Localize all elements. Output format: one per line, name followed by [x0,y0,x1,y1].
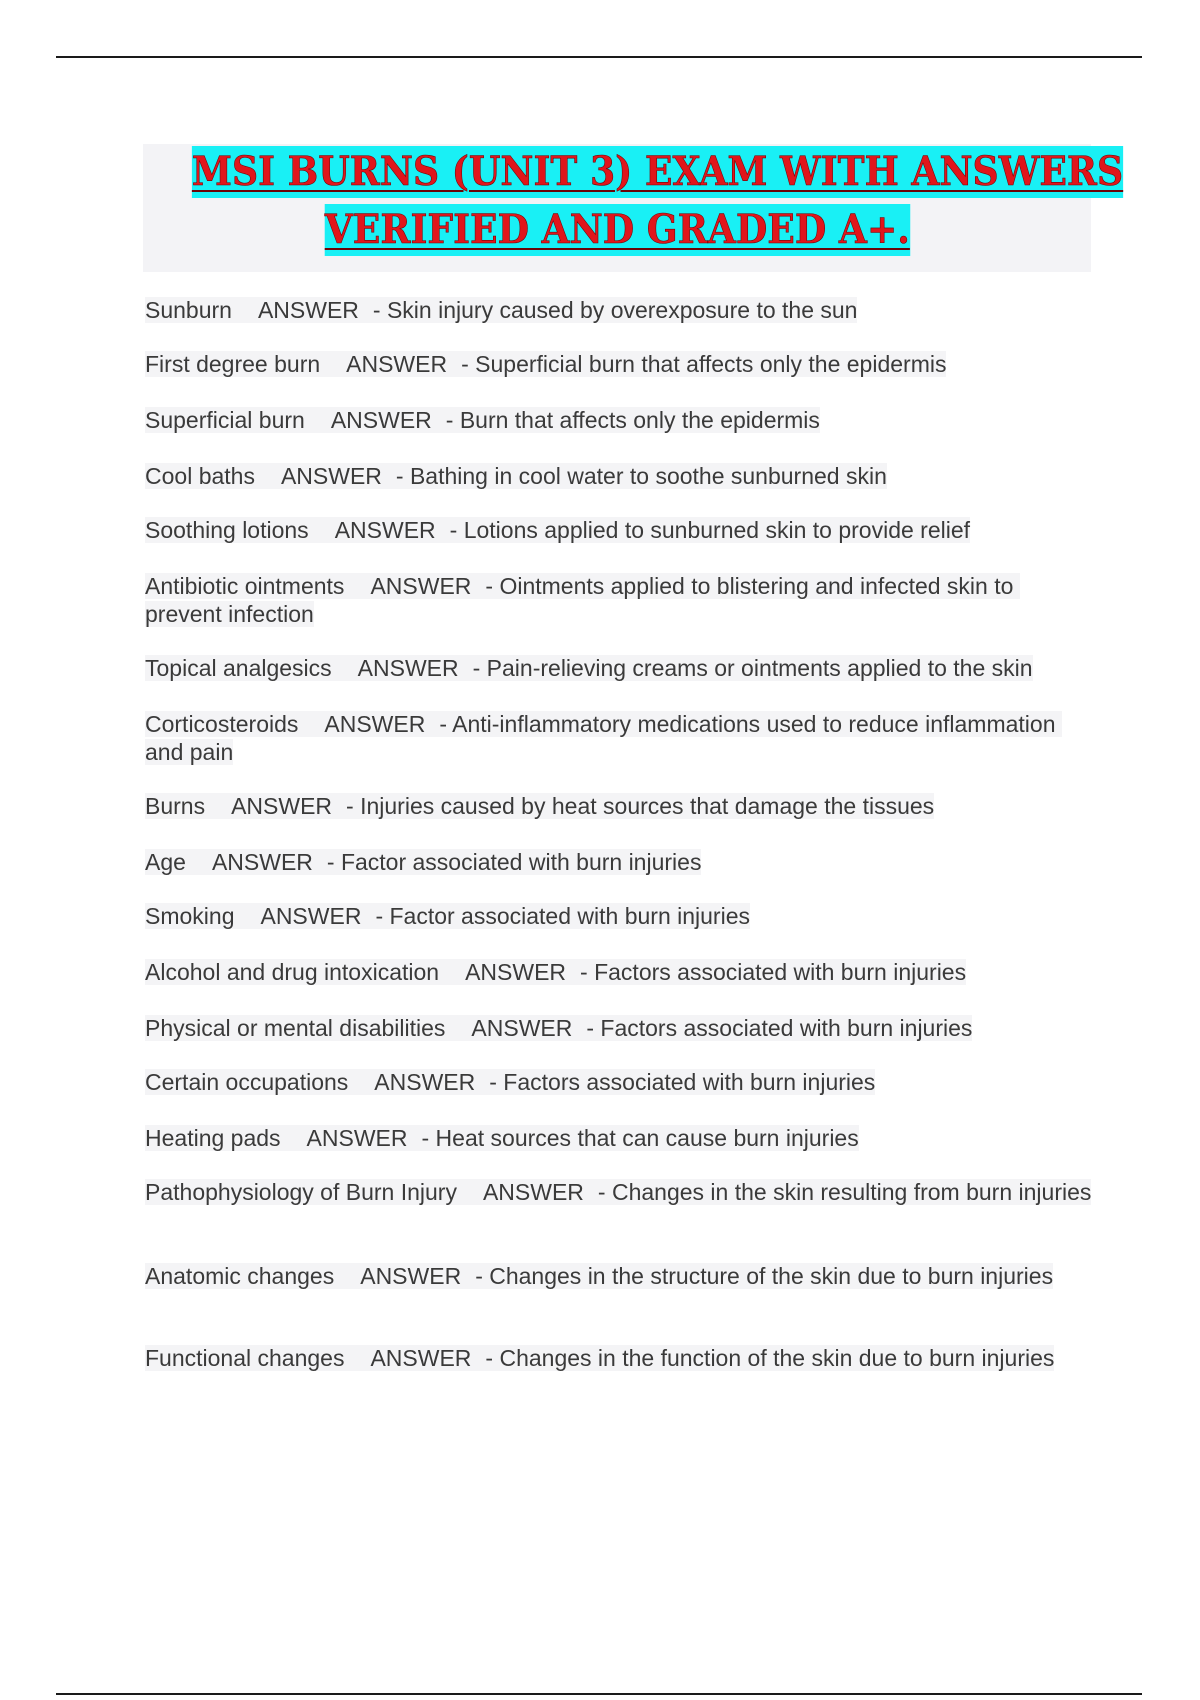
qa-item [145,1014,1095,1042]
qa-definition: - Anti-inflammatory medications used to reduce inflammation and pain [145,711,1062,765]
answer-label: ANSWER [257,297,359,323]
qa-definition: - Bathing in cool water to soothe sunburned skin [395,463,887,489]
qa-definition: - Heat sources that can cause burn injuries [421,1125,859,1151]
qa-item [145,654,1095,682]
qa-term: Pathophysiology of Burn Injury [145,1179,457,1205]
answer-label: ANSWER [465,959,567,985]
qa-item-text [145,1345,1054,1371]
qa-term: Topical analgesics [145,655,332,681]
qa-term: Physical or mental disabilities [145,1015,446,1041]
qa-definition: - Factors associated with burn injuries [580,959,967,985]
qa-definition: - Lotions applied to sunburned skin to provide relief [449,517,971,543]
qa-term: Age [145,849,186,875]
qa-item-text [145,655,1033,681]
answer-label: ANSWER [370,573,472,599]
qa-definition: - Factors associated with burn injuries [586,1015,973,1041]
qa-term: Cool baths [145,463,255,489]
qa-item-text [145,463,887,489]
qa-definition: - Changes in the skin resulting from burn injuries [597,1179,1092,1205]
page-bottom-rule [56,1693,1142,1695]
qa-definition: - Factor associated with burn injuries [375,903,750,929]
title-line-1: MSI BURNS (UNIT 3) EXAM WITH ANSWERS [192,146,1123,198]
qa-item [145,902,1095,930]
qa-item [145,1178,1095,1206]
qa-definition: - Injuries caused by heat sources that damage the tissues [346,793,935,819]
answer-label: ANSWER [346,351,448,377]
qa-item-text [145,517,970,543]
answer-label: ANSWER [334,517,436,543]
qa-item-text [145,1069,875,1095]
qa-definition: - Ointments applied to blistering and infected skin to prevent infection [145,573,1020,627]
qa-item [145,710,1095,766]
qa-definition: - Burn that affects only the epidermis [445,407,820,433]
qa-item [145,296,1095,324]
qa-term: Alcohol and drug intoxication [145,959,440,985]
qa-item [145,958,1095,986]
qa-term: First degree burn [145,351,321,377]
qa-item [145,406,1095,434]
page-top-rule [56,56,1142,58]
qa-item-text [145,793,934,819]
answer-label: ANSWER [260,903,362,929]
qa-item-text [145,407,820,433]
qa-item-text [145,1125,859,1151]
qa-item [145,1344,1095,1372]
qa-definition: - Pain-relieving creams or ointments applied to the skin [472,655,1033,681]
qa-definition: - Superficial burn that affects only the epidermis [461,351,947,377]
title-line-2: VERIFIED AND GRADED A+. [324,204,909,256]
qa-item-text [145,959,966,985]
answer-label: ANSWER [471,1015,573,1041]
qa-term: Superficial burn [145,407,305,433]
qa-term: Corticosteroids [145,711,299,737]
answer-label: ANSWER [231,793,333,819]
qa-item-text [145,297,857,323]
qa-item [145,792,1095,820]
answer-label: ANSWER [324,711,426,737]
qa-item [145,572,1095,628]
answer-label: ANSWER [360,1263,462,1289]
answer-label: ANSWER [370,1345,472,1371]
qa-item [145,516,1095,544]
answer-label: ANSWER [482,1179,584,1205]
answer-label: ANSWER [374,1069,476,1095]
qa-item-text [145,1179,1091,1205]
qa-item [145,1262,1095,1290]
qa-term: Functional changes [145,1345,345,1371]
answer-label: ANSWER [357,655,459,681]
qa-item-text [145,1015,972,1041]
qa-item [145,1124,1095,1152]
qa-term: Certain occupations [145,1069,349,1095]
qa-item-text [145,351,946,377]
qa-definition: - Skin injury caused by overexposure to the sun [372,297,858,323]
qa-item-text [145,573,1020,627]
qa-term: Antibiotic ointments [145,573,345,599]
qa-definition: - Factors associated with burn injuries [489,1069,876,1095]
qa-term: Anatomic changes [145,1263,335,1289]
qa-term: Heating pads [145,1125,281,1151]
qa-definition: - Factor associated with burn injuries [326,849,702,875]
qa-item [145,350,1095,378]
qa-item [145,462,1095,490]
qa-item-text [145,711,1062,765]
qa-item [145,1068,1095,1096]
qa-term: Sunburn [145,297,232,323]
answer-label: ANSWER [211,849,313,875]
qa-item-text [145,903,750,929]
qa-item [145,848,1095,876]
answer-label: ANSWER [280,463,382,489]
answer-label: ANSWER [306,1125,408,1151]
document-title [143,144,1124,272]
qa-term: Burns [145,793,206,819]
qa-definition: - Changes in the structure of the skin due to burn injuries [475,1263,1054,1289]
qa-definition: - Changes in the function of the skin due to burn injuries [485,1345,1055,1371]
qa-item-text [145,849,701,875]
qa-term: Soothing lotions [145,517,309,543]
answer-label: ANSWER [330,407,432,433]
qa-item-text [145,1263,1053,1289]
qa-term: Smoking [145,903,235,929]
